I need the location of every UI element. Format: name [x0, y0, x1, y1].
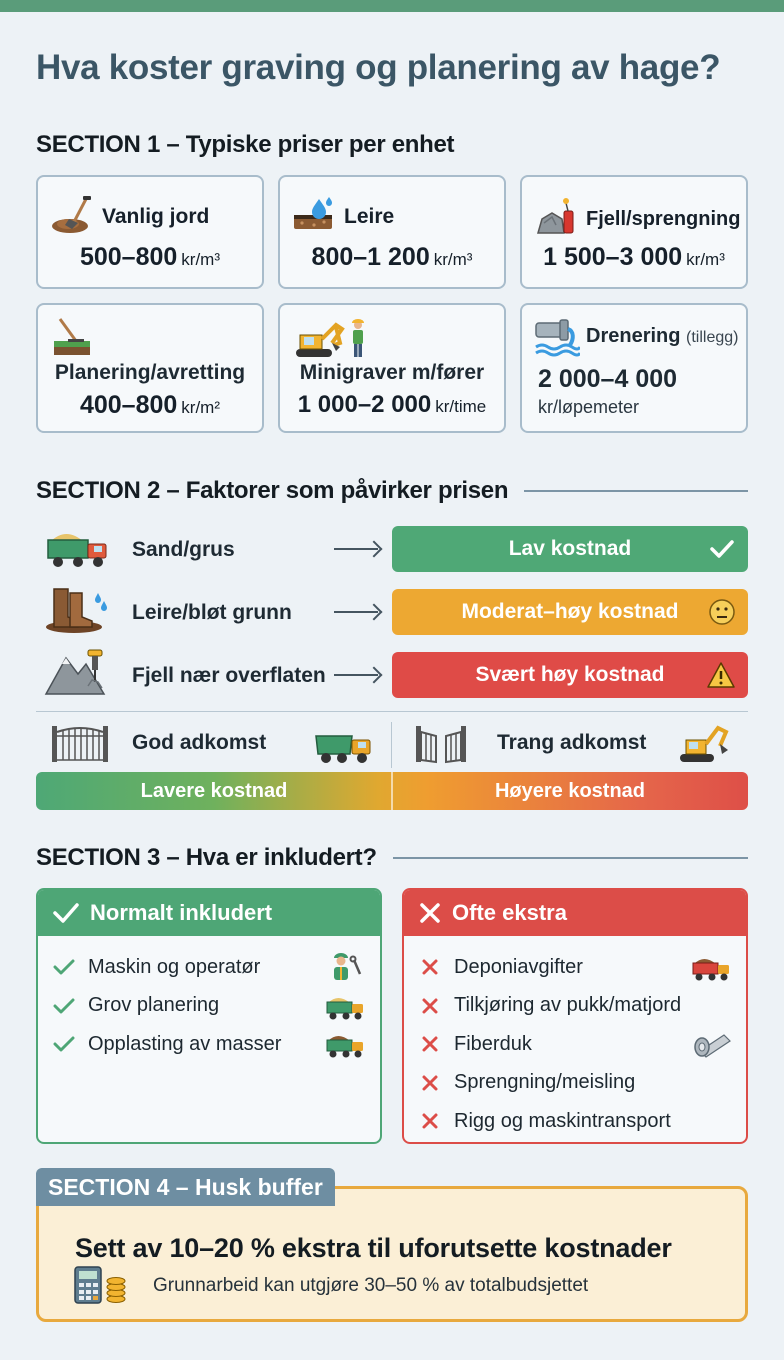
card-name: Minigraver m/fører [299, 361, 485, 384]
card-name: Fjell/sprengning [586, 208, 741, 230]
section2-heading [36, 476, 748, 506]
higher-cost-label: Høyere kostnad [494, 780, 646, 802]
red-truck-icon [690, 952, 732, 988]
list-item-text: Grov planering [88, 994, 220, 1017]
section3-heading [36, 843, 748, 873]
list-item [52, 948, 366, 987]
gate-narrow-icon [414, 722, 468, 769]
list-item [52, 1025, 366, 1064]
list-item [418, 987, 732, 1026]
check-icon [52, 900, 80, 926]
factor-result-pill [392, 589, 748, 635]
rock-dynamite-icon [534, 195, 578, 244]
check-icon [708, 535, 736, 569]
included-box-title: Normalt inkludert [90, 900, 273, 925]
list-item [52, 987, 366, 1026]
price-unit: kr/m² [181, 398, 221, 417]
calculator-coins-icon [73, 1265, 127, 1310]
drain-pipe-icon [534, 317, 580, 362]
factor-row-sand [36, 526, 748, 572]
card-price [522, 243, 746, 272]
close-icon [418, 1035, 442, 1053]
card-price [280, 243, 504, 272]
factor-label: Leire/bløt grunn [132, 601, 292, 624]
card-price [280, 391, 504, 419]
factor-row-leire [36, 589, 748, 635]
price-card-vanlig-jord [36, 175, 264, 289]
buffer-box [36, 1186, 748, 1322]
factor-label: Fjell nær overflaten [132, 664, 326, 687]
price-card-minigraver [278, 303, 506, 433]
list-item-text: Tilkjøring av pukk/matjord [454, 994, 682, 1017]
fabric-roll-icon [690, 1029, 732, 1065]
card-name: Leire [344, 204, 395, 228]
clay-water-icon [292, 195, 336, 238]
check-icon [52, 1035, 76, 1053]
card-name: Vanlig jord [102, 204, 210, 228]
section3-heading-text: SECTION 3 – Hva er inkludert? [36, 844, 377, 871]
check-icon [52, 958, 76, 976]
card-note: (tillegg) [686, 329, 739, 346]
price-value: 2 000–4 000 [538, 365, 678, 393]
sand-truck-icon [44, 522, 110, 575]
page-title: Hva koster graving og planering av hage? [36, 48, 721, 87]
price-unit: kr/m³ [181, 250, 221, 269]
dirt-truck-icon [324, 1029, 366, 1065]
list-item-text: Deponiavgifter [454, 955, 583, 978]
list-item [418, 948, 732, 987]
price-unit: kr/m³ [686, 250, 725, 269]
price-card-fjell [520, 175, 748, 289]
price-value: 800–1 200 [311, 243, 430, 271]
list-item [418, 1102, 732, 1141]
close-icon [418, 1074, 442, 1092]
list-item [418, 1025, 732, 1064]
gate-open-icon [50, 722, 110, 769]
price-unit: kr/løpemeter [538, 397, 640, 417]
shovel-soil-icon [50, 195, 94, 238]
included-list [38, 936, 380, 1064]
close-icon [418, 997, 442, 1015]
list-item-text: Rigg og maskintransport [454, 1109, 671, 1132]
check-icon [52, 997, 76, 1015]
close-icon [418, 901, 442, 925]
section2-heading-text: SECTION 2 – Faktorer som påvirker prisen [36, 477, 509, 504]
arrow-right-icon [334, 674, 378, 676]
list-item [418, 1064, 732, 1103]
factor-result-pill [392, 652, 748, 698]
good-access-label: God adkomst [132, 731, 267, 754]
heading-rule [524, 490, 748, 492]
mini-excavator-icon [292, 317, 372, 364]
included-box [36, 888, 382, 1144]
worker-icon [326, 952, 366, 988]
excavator-icon [676, 722, 732, 769]
buffer-sub-text: Grunnarbeid kan utgjøre 30–50 % av totalbudsjettet [153, 1275, 589, 1296]
list-item-text: Sprengning/meisling [454, 1071, 636, 1094]
extra-box-header [404, 890, 746, 936]
card-price [38, 391, 262, 420]
access-cost-bar [36, 772, 748, 810]
extra-box [402, 888, 748, 1144]
list-item-text: Opplasting av masser [88, 1032, 282, 1055]
factor-result-text: Lav kostnad [508, 537, 632, 560]
card-name-row [586, 325, 739, 348]
close-icon [418, 1112, 442, 1130]
price-unit: kr/time [435, 397, 487, 416]
factor-result-pill [392, 526, 748, 572]
section1-heading-text: SECTION 1 – Typiske priser per enhet [36, 131, 455, 158]
neutral-face-icon [708, 598, 736, 632]
factor-row-fjell [36, 652, 748, 698]
extra-list [404, 936, 746, 1141]
price-value: 500–800 [79, 243, 178, 271]
price-card-drenering [520, 303, 748, 433]
arrow-right-icon [334, 611, 378, 613]
card-price [38, 243, 262, 272]
dump-truck-icon [312, 724, 374, 771]
section4-tag: SECTION 4 – Husk buffer [36, 1168, 335, 1206]
heading-rule [393, 857, 748, 859]
price-card-planering [36, 303, 264, 433]
list-item-text: Maskin og operatør [88, 955, 261, 978]
factors-divider [36, 711, 748, 712]
factor-result-text: Svært høy kostnad [475, 663, 665, 686]
top-accent-bar [0, 0, 784, 12]
included-box-header [38, 890, 380, 936]
section1-heading [36, 130, 454, 160]
muddy-boots-icon [44, 583, 110, 640]
close-icon [418, 958, 442, 976]
price-value: 400–800 [79, 391, 178, 419]
access-divider [391, 722, 392, 768]
sand-truck-icon [324, 991, 366, 1027]
list-item-text: Fiberduk [454, 1032, 532, 1055]
factor-result-text: Moderat–høy kostnad [461, 600, 679, 623]
factor-label: Sand/grus [132, 538, 235, 561]
price-card-leire [278, 175, 506, 289]
buffer-main-text: Sett av 10–20 % ekstra til uforutsette kostnader [75, 1233, 672, 1263]
price-value: 1 500–3 000 [543, 243, 683, 271]
narrow-access-label: Trang adkomst [497, 731, 647, 754]
price-value: 1 000–2 000 [297, 391, 432, 418]
warning-icon [706, 661, 736, 695]
leveling-rake-icon [50, 317, 94, 364]
card-name: Planering/avretting [54, 361, 246, 384]
mountain-drill-icon [44, 646, 110, 703]
lower-cost-label: Lavere kostnad [140, 780, 288, 802]
price-unit: kr/m³ [433, 250, 473, 269]
arrow-right-icon [334, 548, 378, 550]
card-name: Drenering [586, 325, 681, 347]
extra-box-title: Ofte ekstra [452, 900, 567, 925]
